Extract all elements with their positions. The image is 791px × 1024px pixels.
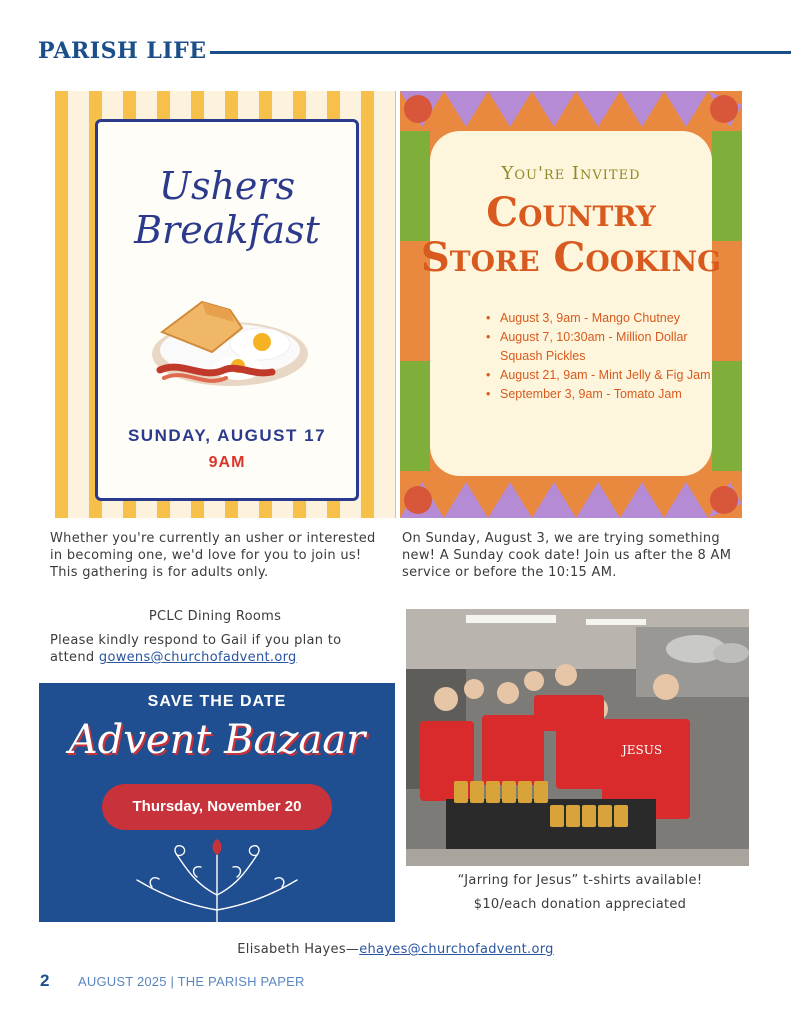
ushers-title xyxy=(98,164,356,252)
country-title-line1: Country xyxy=(486,189,656,236)
rsvp-text: Please kindly respond to Gail if you plan to attend xyxy=(50,633,342,665)
list-item: • August 21, 9am - Mint Jelly & Fig Jam xyxy=(486,366,714,385)
shirt-print-text: JESUS xyxy=(621,743,663,757)
ushers-date: SUNDAY, AUGUST 17 xyxy=(127,426,327,445)
list-item: • August 3, 9am - Mango Chutney xyxy=(486,309,714,328)
section-title: PARISH LIFE xyxy=(38,38,207,64)
rsvp-email-link[interactable]: gowens@churchofadvent.org xyxy=(98,650,297,665)
event-location: PCLC Dining Rooms xyxy=(148,609,282,624)
floral-illustration-icon xyxy=(117,835,317,922)
advent-bazaar-flyer xyxy=(39,683,395,922)
ushers-title-line1: Ushers xyxy=(158,164,296,208)
cooking-events-list xyxy=(486,309,714,404)
contact-name: Elisabeth Hayes— xyxy=(237,942,360,957)
ushers-description: Whether you're currently an usher or interested in becoming one, we'd love for you to join us! This gathering is for adults only. xyxy=(50,531,376,580)
rsvp-paragraph xyxy=(50,632,390,666)
ushers-title-line2: Breakfast xyxy=(134,208,320,252)
contact-line xyxy=(0,941,791,958)
contact-email-link[interactable]: ehayes@churchofadvent.org xyxy=(359,942,554,957)
ushers-time: 9AM xyxy=(208,454,246,471)
bazaar-date-pill: Thursday, November 20 xyxy=(102,784,332,830)
country-store-flyer xyxy=(400,91,742,518)
issue-footer: AUGUST 2025 | THE PARISH PAPER xyxy=(78,974,305,989)
save-the-date-label: SAVE THE DATE xyxy=(147,693,287,710)
jarring-for-jesus-photo xyxy=(406,609,749,866)
country-title-line2: Store Cooking xyxy=(420,234,722,281)
photo-caption: “Jarring for Jesus” t-shirts available! xyxy=(457,873,703,888)
bazaar-title: Advent Bazaar xyxy=(68,717,366,763)
cooking-description: On Sunday, August 3, we are trying something new! A Sunday cook date! Join us after the 8 AM service or before the 10:15 AM. xyxy=(402,531,732,580)
breakfast-plate-icon xyxy=(142,272,312,392)
volunteers-photo-illustration xyxy=(406,609,749,866)
list-item: • August 7, 10:30am - Million Dollar Squash Pickles xyxy=(486,328,714,366)
list-item: • September 3, 9am - Tomato Jam xyxy=(486,385,714,404)
ushers-card-frame xyxy=(95,119,359,501)
invite-heading: You're Invited xyxy=(501,163,641,184)
ushers-breakfast-flyer xyxy=(55,91,396,518)
donation-caption: $10/each donation appreciated xyxy=(473,897,687,912)
header-rule xyxy=(210,51,791,54)
country-card-panel xyxy=(420,131,722,476)
page-number: 2 xyxy=(40,971,50,990)
